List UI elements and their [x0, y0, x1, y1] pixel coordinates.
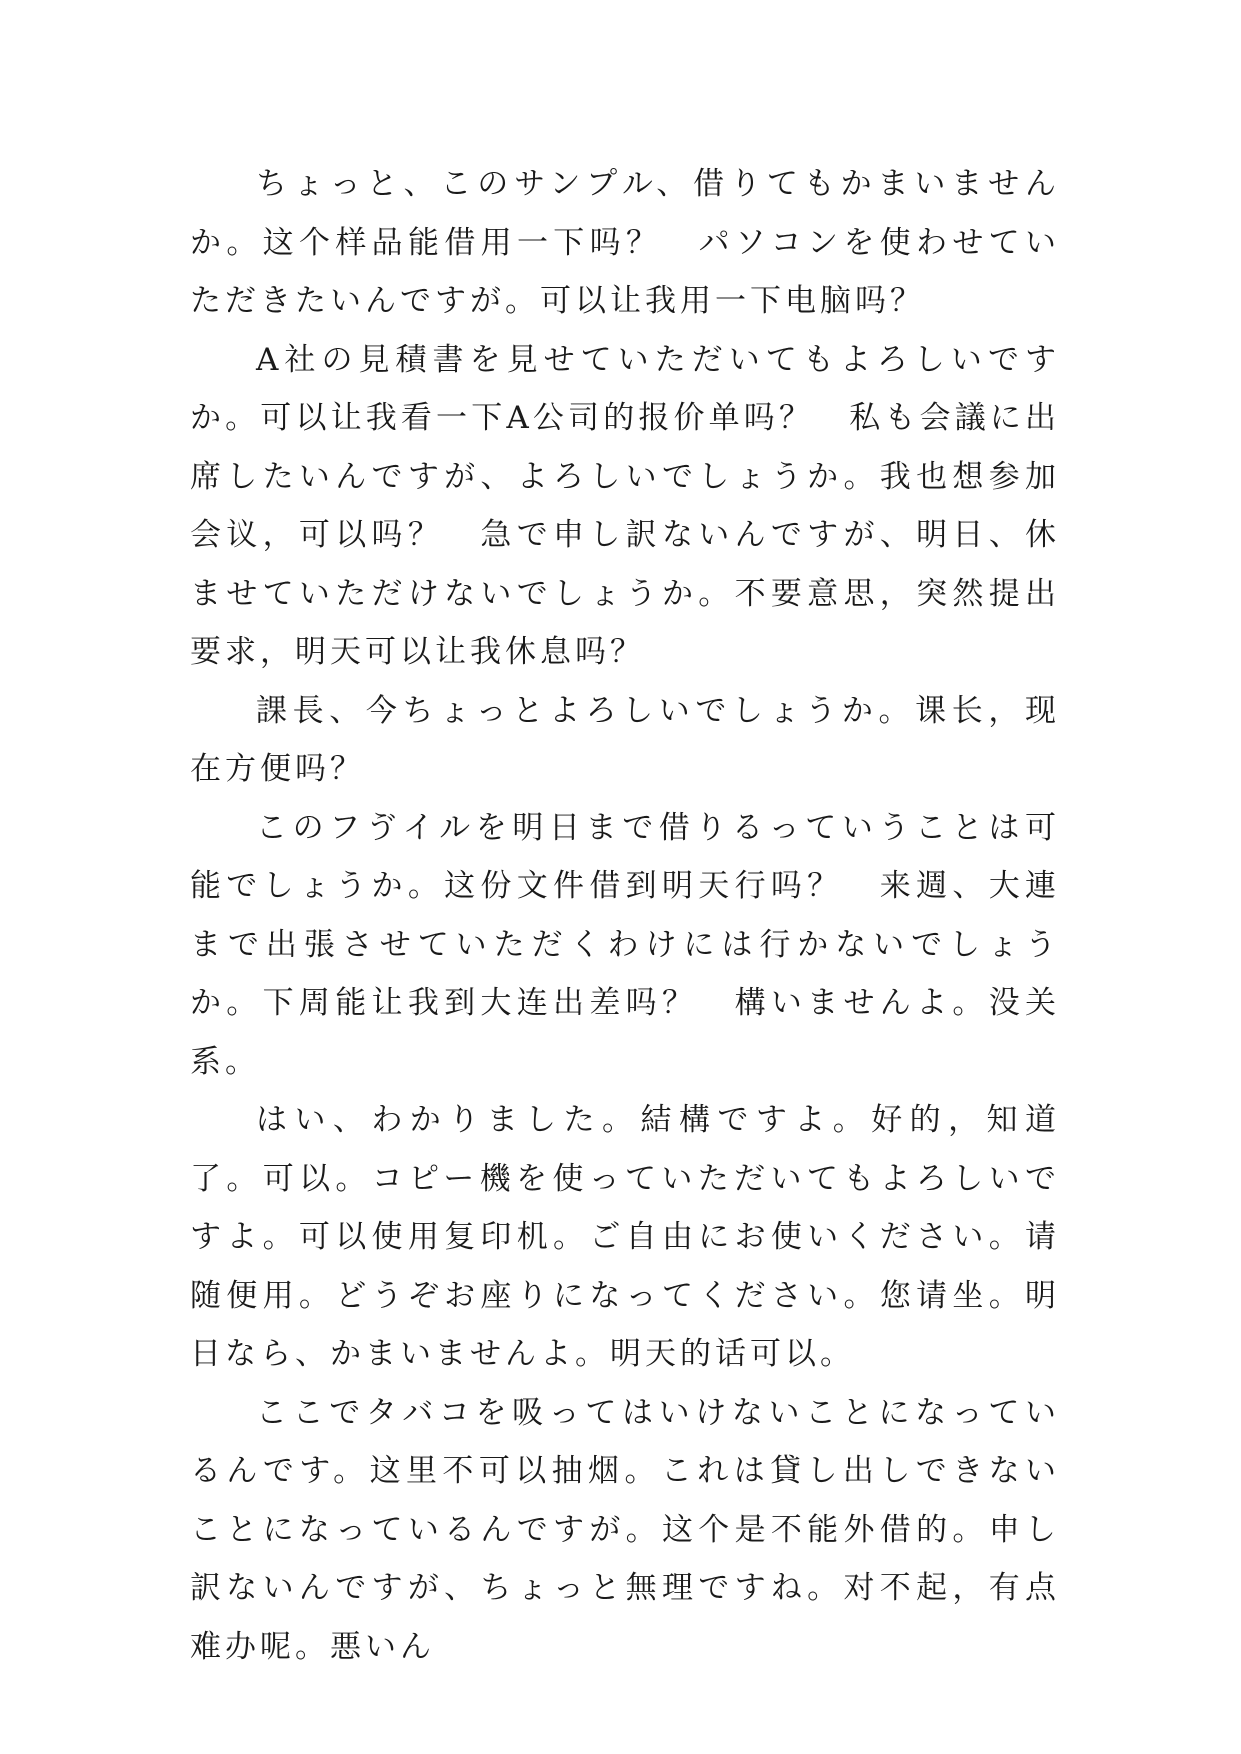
paragraph: 課長、今ちょっとよろしいでしょうか。课长，现在方便吗？	[190, 692, 1060, 787]
paragraph: このフゔイルを明日まで借りるっていうことは可能でしょうか。这份文件借到明天行吗？ 来週、大連まで出張させていただくわけには行かないでしょうか。下周能让我到大连出差吗？ 構いませんよ。没关系。	[190, 809, 1060, 1080]
paragraph: ここでタバコを吸ってはいけないことになっているんです。这里不可以抽烟。これは貸し出しできないことになっているんですが。这个是不能外借的。申し訳ないんですが、ちょっと無理ですね。对不起，有点难办呢。悪いん	[190, 1394, 1060, 1665]
paragraph: はい、わかりました。結構ですよ。好的，知道了。可以。コピー機を使っていただいてもよろしいですよ。可以使用复印机。ご自由にお使いください。请随便用。どうぞお座りになってください。您请坐。明日なら、かまいませんよ。明天的话可以。	[190, 1102, 1060, 1372]
document-page	[190, 155, 1060, 1676]
paragraph: ちょっと、このサンプル、借りてもかまいませんか。这个样品能借用一下吗？ パソコンを使わせていただきたいんですが。可以让我用一下电脑吗？	[190, 166, 1060, 319]
paragraph: A社の見積書を見せていただいてもよろしいですか。可以让我看一下A公司的报价单吗？ 私も会議に出席したいんですが、よろしいでしょうか。我也想参加会议，可以吗？ 急で申し訳ないんですが、明日、休ませていただけないでしょうか。不要意思，突然提出要求，明天可以让我休息吗？	[190, 341, 1060, 670]
